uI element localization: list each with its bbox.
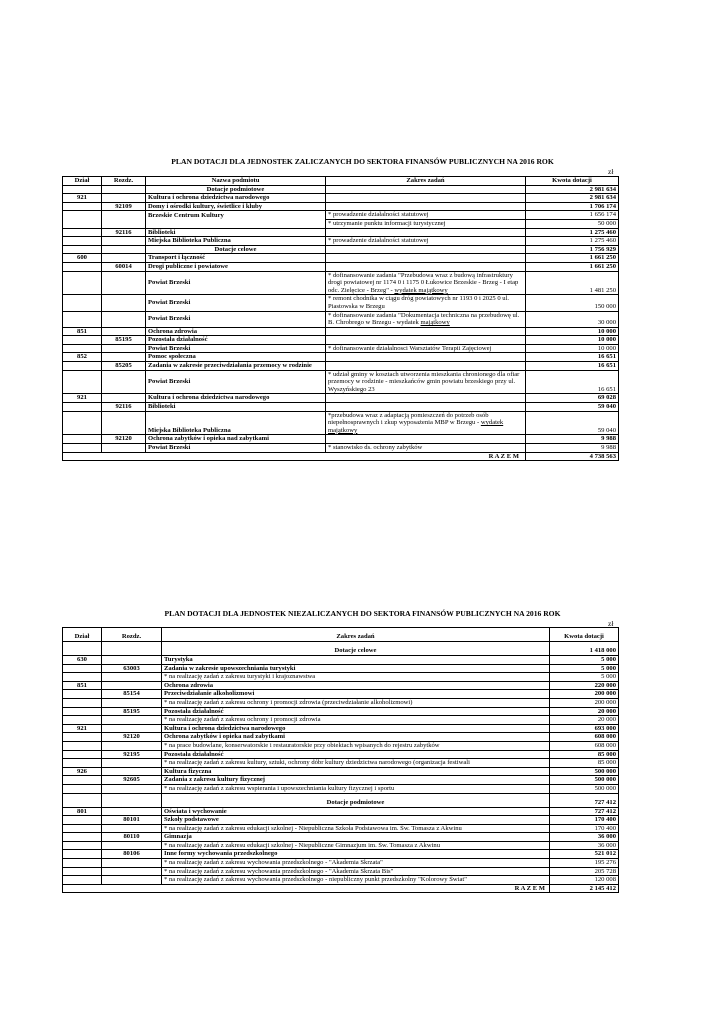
row-kwota: 9 988: [526, 444, 619, 453]
summary-row: [63, 793, 619, 807]
row-zakres: * na realizację zadań z zakresu wychowania przedszkolnego - "Akademia Skrzata Bis": [162, 867, 550, 876]
row-nazwa: Miejska Biblioteka Publiczna: [146, 237, 326, 246]
row-kwota: 1 661 250: [526, 262, 619, 271]
row-dzial: 630: [63, 656, 102, 665]
row-kwota: 727 412: [550, 807, 619, 816]
row-zakres: Kultura i ochrona dziedzictwa narodowego: [162, 724, 550, 733]
row-dzial: [63, 776, 102, 785]
table-row: [63, 707, 619, 716]
row-rozdz: 92120: [102, 435, 146, 444]
row-kwota: 59 040: [526, 411, 619, 435]
table-row: [63, 724, 619, 733]
row-dzial: [63, 664, 102, 673]
row-nazwa: Drogi publiczne i powiatowe: [146, 262, 326, 271]
table-row: [63, 185, 619, 194]
row-dzial: [63, 784, 102, 793]
row-nazwa: Biblioteki: [146, 403, 326, 412]
table-row: [63, 211, 619, 220]
row-rozdz: [102, 759, 162, 768]
row-zakres: Ochrona zabytków i opieka nad zabytkami: [162, 733, 550, 742]
row-zakres: * na realizację zadań z zakresu edukacji szkolnej - Niepubliczna Szkoła Podstawowa im. Św. Tomasza z Akwinu: [162, 824, 550, 833]
row-rozdz: [102, 642, 162, 656]
row-kwota: 170 400: [550, 816, 619, 825]
row-rozdz: [102, 841, 162, 850]
row-kwota: 16 651: [526, 353, 619, 362]
row-kwota: 195 276: [550, 859, 619, 868]
section1-title: PLAN DOTACJI DLA JEDNOSTEK ZALICZANYCH DO SEKTORA FINANSÓW PUBLICZNYCH NA 2016 ROK: [171, 157, 554, 166]
row-kwota: 30 000: [526, 311, 619, 327]
header-zakres: Zakres zadań: [162, 628, 550, 642]
row-zakres: * na realizację zadań z zakresu wspierania i upowszechniania kultury fizycznej i sportu: [162, 784, 550, 793]
row-zakres: Przeciwdziałanie alkoholizmowi: [162, 690, 550, 699]
table-row: [63, 336, 619, 345]
row-nazwa: Dotacje celowe: [146, 245, 326, 254]
row-nazwa: Transport i łączność: [146, 254, 326, 263]
row-nazwa: Domy i ośrodki kultury, świetlice i kluby: [146, 202, 326, 211]
row-dzial: [63, 707, 102, 716]
header-dzial: Dział: [63, 177, 102, 186]
row-rozdz: 80106: [102, 850, 162, 859]
table-row: [63, 807, 619, 816]
row-kwota: 500 000: [550, 784, 619, 793]
table-row: [63, 228, 619, 237]
row-rozdz: 80110: [102, 833, 162, 842]
section2-table: [62, 627, 619, 893]
row-kwota: 1 756 929: [526, 245, 619, 254]
row-kwota: 500 000: [550, 767, 619, 776]
row-kwota: 727 412: [550, 793, 619, 807]
section1-header-row: [63, 177, 619, 186]
table-row: [63, 673, 619, 682]
table-row: [63, 237, 619, 246]
row-nazwa: Powiat Brzeski: [146, 295, 326, 311]
row-kwota: 20 000: [550, 716, 619, 725]
table-row: [63, 353, 619, 362]
row-rozdz: [102, 767, 162, 776]
row-dzial: [63, 816, 102, 825]
row-kwota: 85 000: [550, 759, 619, 768]
table-row: [63, 327, 619, 336]
table-row: [63, 262, 619, 271]
row-dzial: [63, 733, 102, 742]
table-row: [63, 859, 619, 868]
row-kwota: 220 000: [550, 681, 619, 690]
row-nazwa: Powiat Brzeski: [146, 444, 326, 453]
row-kwota: 1 481 250: [526, 271, 619, 295]
header-kwota: Kwota dotacji: [526, 177, 619, 186]
row-kwota: 69 028: [526, 394, 619, 403]
row-zakres: * udział gminy w kosztach utworzenia mieszkania chronionego dla ofiar przemocy w rodzinie - mieszkańców gmin powiatu brzeskiego przy ul. Wyszyńskiego 23: [326, 370, 526, 394]
row-kwota: 59 040: [526, 403, 619, 412]
row-zakres: * remont chodnika w ciągu dróg powiatowych nr 1193 0 i 2025 0 ul. Piastowska w Brzegu: [326, 295, 526, 311]
row-dzial: [63, 741, 102, 750]
row-rozdz: [102, 724, 162, 733]
row-kwota: 1 706 174: [526, 202, 619, 211]
row-dzial: [63, 716, 102, 725]
row-kwota: 1 656 174: [526, 211, 619, 220]
row-kwota: 150 000: [526, 295, 619, 311]
row-dzial: [63, 824, 102, 833]
row-kwota: 1 275 460: [526, 237, 619, 246]
row-dzial: 852: [63, 353, 102, 362]
row-zakres: *przebudowa wraz z adaptacją pomieszczeń do potrzeb osób niepełnosprawnych i zkup wyposażenia MBP w Brzegu - wydatek majątkowy: [326, 411, 526, 435]
row-dzial: 851: [63, 327, 102, 336]
total-row: [63, 884, 619, 893]
header-nazwa: Nazwa podmiotu: [146, 177, 326, 186]
total-row: [63, 452, 619, 461]
row-zakres: Pozostała działalność: [162, 707, 550, 716]
row-rozdz: [102, 824, 162, 833]
table-row: [63, 311, 619, 327]
row-rozdz: [102, 716, 162, 725]
table-row: [63, 444, 619, 453]
table-row: [63, 681, 619, 690]
table-row: [63, 344, 619, 353]
row-dzial: [63, 833, 102, 842]
table-row: [63, 219, 619, 228]
row-kwota: 1 418 000: [550, 642, 619, 656]
row-zakres: * na realizację zadań z zakresu wychowania przedszkolnego - "Akademia Skrzata": [162, 859, 550, 868]
table-row: [63, 254, 619, 263]
table-row: [63, 750, 619, 759]
row-kwota: 500 000: [550, 776, 619, 785]
row-zakres: * na realizację zadań z zakresu kultury, sztuki, ochrony dóbr kultury dziedzictwa narodowego (organizacja festiwali: [162, 759, 550, 768]
row-rozdz: 80101: [102, 816, 162, 825]
total-kwota: 2 145 412: [550, 884, 619, 893]
row-zakres: * stanowisko ds. ochrony zabytków: [326, 444, 526, 453]
row-rozdz: [102, 876, 162, 885]
table-row: [63, 841, 619, 850]
table-row: [63, 295, 619, 311]
row-dzial: [63, 867, 102, 876]
row-kwota: 1 661 250: [526, 254, 619, 263]
row-dzial: [63, 759, 102, 768]
row-dzial: [63, 850, 102, 859]
row-dzial: 921: [63, 194, 102, 203]
row-zakres: Oświata i wychowanie: [162, 807, 550, 816]
table-row: [63, 271, 619, 295]
row-rozdz: [102, 656, 162, 665]
row-nazwa: Kultura i ochrona dziedzictwa narodowego: [146, 394, 326, 403]
row-nazwa: Zadania w zakresie przeciwdziałania przemocy w rodzinie: [146, 362, 326, 371]
row-nazwa: Powiat Brzeski: [146, 344, 326, 353]
row-rozdz: 92120: [102, 733, 162, 742]
row-kwota: 5 000: [550, 673, 619, 682]
row-zakres: Inne formy wychowania przedszkolnego: [162, 850, 550, 859]
row-kwota: 20 000: [550, 707, 619, 716]
row-dzial: [63, 750, 102, 759]
section1-unit: zł: [608, 167, 614, 176]
table-row: [63, 767, 619, 776]
row-rozdz: [102, 698, 162, 707]
row-rozdz: 85154: [102, 690, 162, 699]
row-kwota: 521 012: [550, 850, 619, 859]
row-zakres: * na realizację zadań z zakresu turystyki i krajoznawstwa: [162, 673, 550, 682]
table-row: [63, 194, 619, 203]
table-row: [63, 776, 619, 785]
row-rozdz: [102, 807, 162, 816]
row-nazwa: Powiat Brzeski: [146, 370, 326, 394]
table-row: [63, 733, 619, 742]
row-zakres: * dofinansowanie działalnosci Warsztatów Terapii Zajęciowej: [326, 344, 526, 353]
row-kwota: 85 000: [550, 750, 619, 759]
header-kwota: Kwota dotacji: [550, 628, 619, 642]
row-nazwa: Brzeskie Centrum Kultury: [146, 211, 326, 220]
table-row: [63, 824, 619, 833]
row-kwota: 693 000: [550, 724, 619, 733]
row-kwota: 1 275 460: [526, 228, 619, 237]
row-rozdz: [102, 681, 162, 690]
row-zakres: * na realizację zadań z zakresu wychowania przedszkolnego - niepubliczny punkt przedszkolny "Kolorowy Świat": [162, 876, 550, 885]
table-row: [63, 370, 619, 394]
section2-title: PLAN DOTACJI DLA JEDNOSTEK NIEZALICZANYCH DO SEKTORA FINANSÓW PUBLICZNYCH NA 2016 ROK: [164, 609, 561, 618]
row-zakres: Zadania z zakresu kultury fizycznej: [162, 776, 550, 785]
row-kwota: 200 000: [550, 690, 619, 699]
table-row: [63, 403, 619, 412]
row-rozdz: 92116: [102, 228, 146, 237]
summary-row: [63, 642, 619, 656]
table-row: [63, 245, 619, 254]
row-kwota: 36 000: [550, 841, 619, 850]
table-row: [63, 833, 619, 842]
row-dzial: [63, 859, 102, 868]
row-dzial: 801: [63, 807, 102, 816]
row-dzial: [63, 673, 102, 682]
section2-unit: zł: [608, 619, 614, 628]
table-row: [63, 664, 619, 673]
row-nazwa: Ochrona zdrowia: [146, 327, 326, 336]
row-zakres: * dofinansowanie zadania "Dokumentacja techniczna na przebudowę ul. B. Chrobrego w Brzegu - wydatek majątkowy: [326, 311, 526, 327]
row-nazwa: Powiat Brzeski: [146, 271, 326, 295]
row-zakres: * na realizację zadań z zakresu edukacji szkolnej - Niepubliczne Gimnazjum im. Św. Tomasza z Akwinu: [162, 841, 550, 850]
row-rozdz: 60014: [102, 262, 146, 271]
row-zakres: * na realizację zadań z zakresu ochrony i promocji zdrowia (przeciwdziałanie alkoholizmowi): [162, 698, 550, 707]
row-zakres: Dotacje podmiotowe: [162, 793, 550, 807]
row-kwota: 608 000: [550, 741, 619, 750]
row-rozdz: [102, 793, 162, 807]
row-zakres: Turystyka: [162, 656, 550, 665]
row-kwota: 50 000: [526, 219, 619, 228]
total-label: R A Z E M: [63, 452, 526, 461]
row-kwota: 16 651: [526, 362, 619, 371]
total-kwota: 4 738 563: [526, 452, 619, 461]
row-dzial: 921: [63, 394, 102, 403]
row-zakres: * prowadzenie działalności statutowej: [326, 211, 526, 220]
total-label: R A Z E M: [63, 884, 550, 893]
table-row: [63, 411, 619, 435]
row-zakres: Gimnazja: [162, 833, 550, 842]
row-zakres: * dofinansowanie zadania "Przebudowa wraz z budową infrastruktury drogi powiatowej nr 1174 0 i 1175 0 Łukowice Brzeskie - Brzeg - I etap odc. Zielęcice - Brzeg" - wydatek majątkowy: [326, 271, 526, 295]
row-kwota: 205 728: [550, 867, 619, 876]
row-zakres: Zadania w zakresie upowszechniania turystyki: [162, 664, 550, 673]
row-dzial: [63, 793, 102, 807]
row-kwota: 10 000: [526, 344, 619, 353]
row-kwota: 16 651: [526, 370, 619, 394]
row-kwota: 200 000: [550, 698, 619, 707]
row-kwota: 2 981 634: [526, 185, 619, 194]
row-zakres: * na realizację zadań z zakresu ochrony i promocji zdrowia: [162, 716, 550, 725]
table-row: [63, 435, 619, 444]
row-dzial: 921: [63, 724, 102, 733]
table-row: [63, 759, 619, 768]
row-zakres: Ochrona zdrowia: [162, 681, 550, 690]
row-kwota: 608 000: [550, 733, 619, 742]
row-dzial: 600: [63, 254, 102, 263]
row-zakres: * utrzymanie punktu informacji turystycznej: [326, 219, 526, 228]
row-rozdz: [102, 867, 162, 876]
row-rozdz: 92109: [102, 202, 146, 211]
row-zakres: * na prace budowlane, konserwatorskie i restauratorskie przy obiektach wpisanych do rejestru zabytków: [162, 741, 550, 750]
row-zakres: * prowadzenie działalności statutowej: [326, 237, 526, 246]
table-row: [63, 741, 619, 750]
row-kwota: 120 008: [550, 876, 619, 885]
row-nazwa: Powiat Brzeski: [146, 311, 326, 327]
row-dzial: [63, 690, 102, 699]
row-nazwa: Ochrona zabytków i opieka nad zabytkami: [146, 435, 326, 444]
row-rozdz: 92605: [102, 776, 162, 785]
row-kwota: 10 000: [526, 327, 619, 336]
row-rozdz: [102, 741, 162, 750]
row-nazwa: Pomoc społeczna: [146, 353, 326, 362]
row-rozdz: 85195: [102, 707, 162, 716]
table-row: [63, 876, 619, 885]
section2-header-row: [63, 628, 619, 642]
row-nazwa: Miejska Biblioteka Publiczna: [146, 411, 326, 435]
row-kwota: 2 981 634: [526, 194, 619, 203]
table-row: [63, 394, 619, 403]
row-kwota: 36 000: [550, 833, 619, 842]
row-zakres: Szkoły podstawowe: [162, 816, 550, 825]
header-rozdz: Rozdz.: [102, 177, 146, 186]
row-dzial: 851: [63, 681, 102, 690]
table-row: [63, 362, 619, 371]
row-zakres: Dotacje celowe: [162, 642, 550, 656]
row-dzial: 926: [63, 767, 102, 776]
row-rozdz: 92116: [102, 403, 146, 412]
table-row: [63, 816, 619, 825]
table-row: [63, 690, 619, 699]
row-zakres: Kultura fizyczna: [162, 767, 550, 776]
row-rozdz: [102, 784, 162, 793]
row-nazwa: Pozostała działalność: [146, 336, 326, 345]
table-row: [63, 784, 619, 793]
header-zakres: Zakres zadań: [326, 177, 526, 186]
row-kwota: 10 000: [526, 336, 619, 345]
row-rozdz: [102, 673, 162, 682]
row-dzial: [63, 876, 102, 885]
row-nazwa: Biblioteki: [146, 228, 326, 237]
row-dzial: [63, 642, 102, 656]
row-dzial: [63, 841, 102, 850]
row-dzial: [63, 698, 102, 707]
section1-table: [62, 176, 619, 461]
row-rozdz: 92195: [102, 750, 162, 759]
row-rozdz: 63003: [102, 664, 162, 673]
row-rozdz: 85205: [102, 362, 146, 371]
row-nazwa: Dotacje podmiotowe: [146, 185, 326, 194]
row-kwota: 5 000: [550, 664, 619, 673]
table-row: [63, 698, 619, 707]
row-zakres: Pozostała działalność: [162, 750, 550, 759]
table-row: [63, 656, 619, 665]
row-nazwa: Kultura i ochrona dziedzictwa narodowego: [146, 194, 326, 203]
row-rozdz: [102, 859, 162, 868]
row-kwota: 170 400: [550, 824, 619, 833]
table-row: [63, 716, 619, 725]
table-row: [63, 867, 619, 876]
table-row: [63, 850, 619, 859]
header-dzial: Dział: [63, 628, 102, 642]
row-kwota: 5 000: [550, 656, 619, 665]
row-rozdz: 85195: [102, 336, 146, 345]
table-row: [63, 202, 619, 211]
header-rozdz: Rozdz.: [102, 628, 162, 642]
row-kwota: 9 988: [526, 435, 619, 444]
